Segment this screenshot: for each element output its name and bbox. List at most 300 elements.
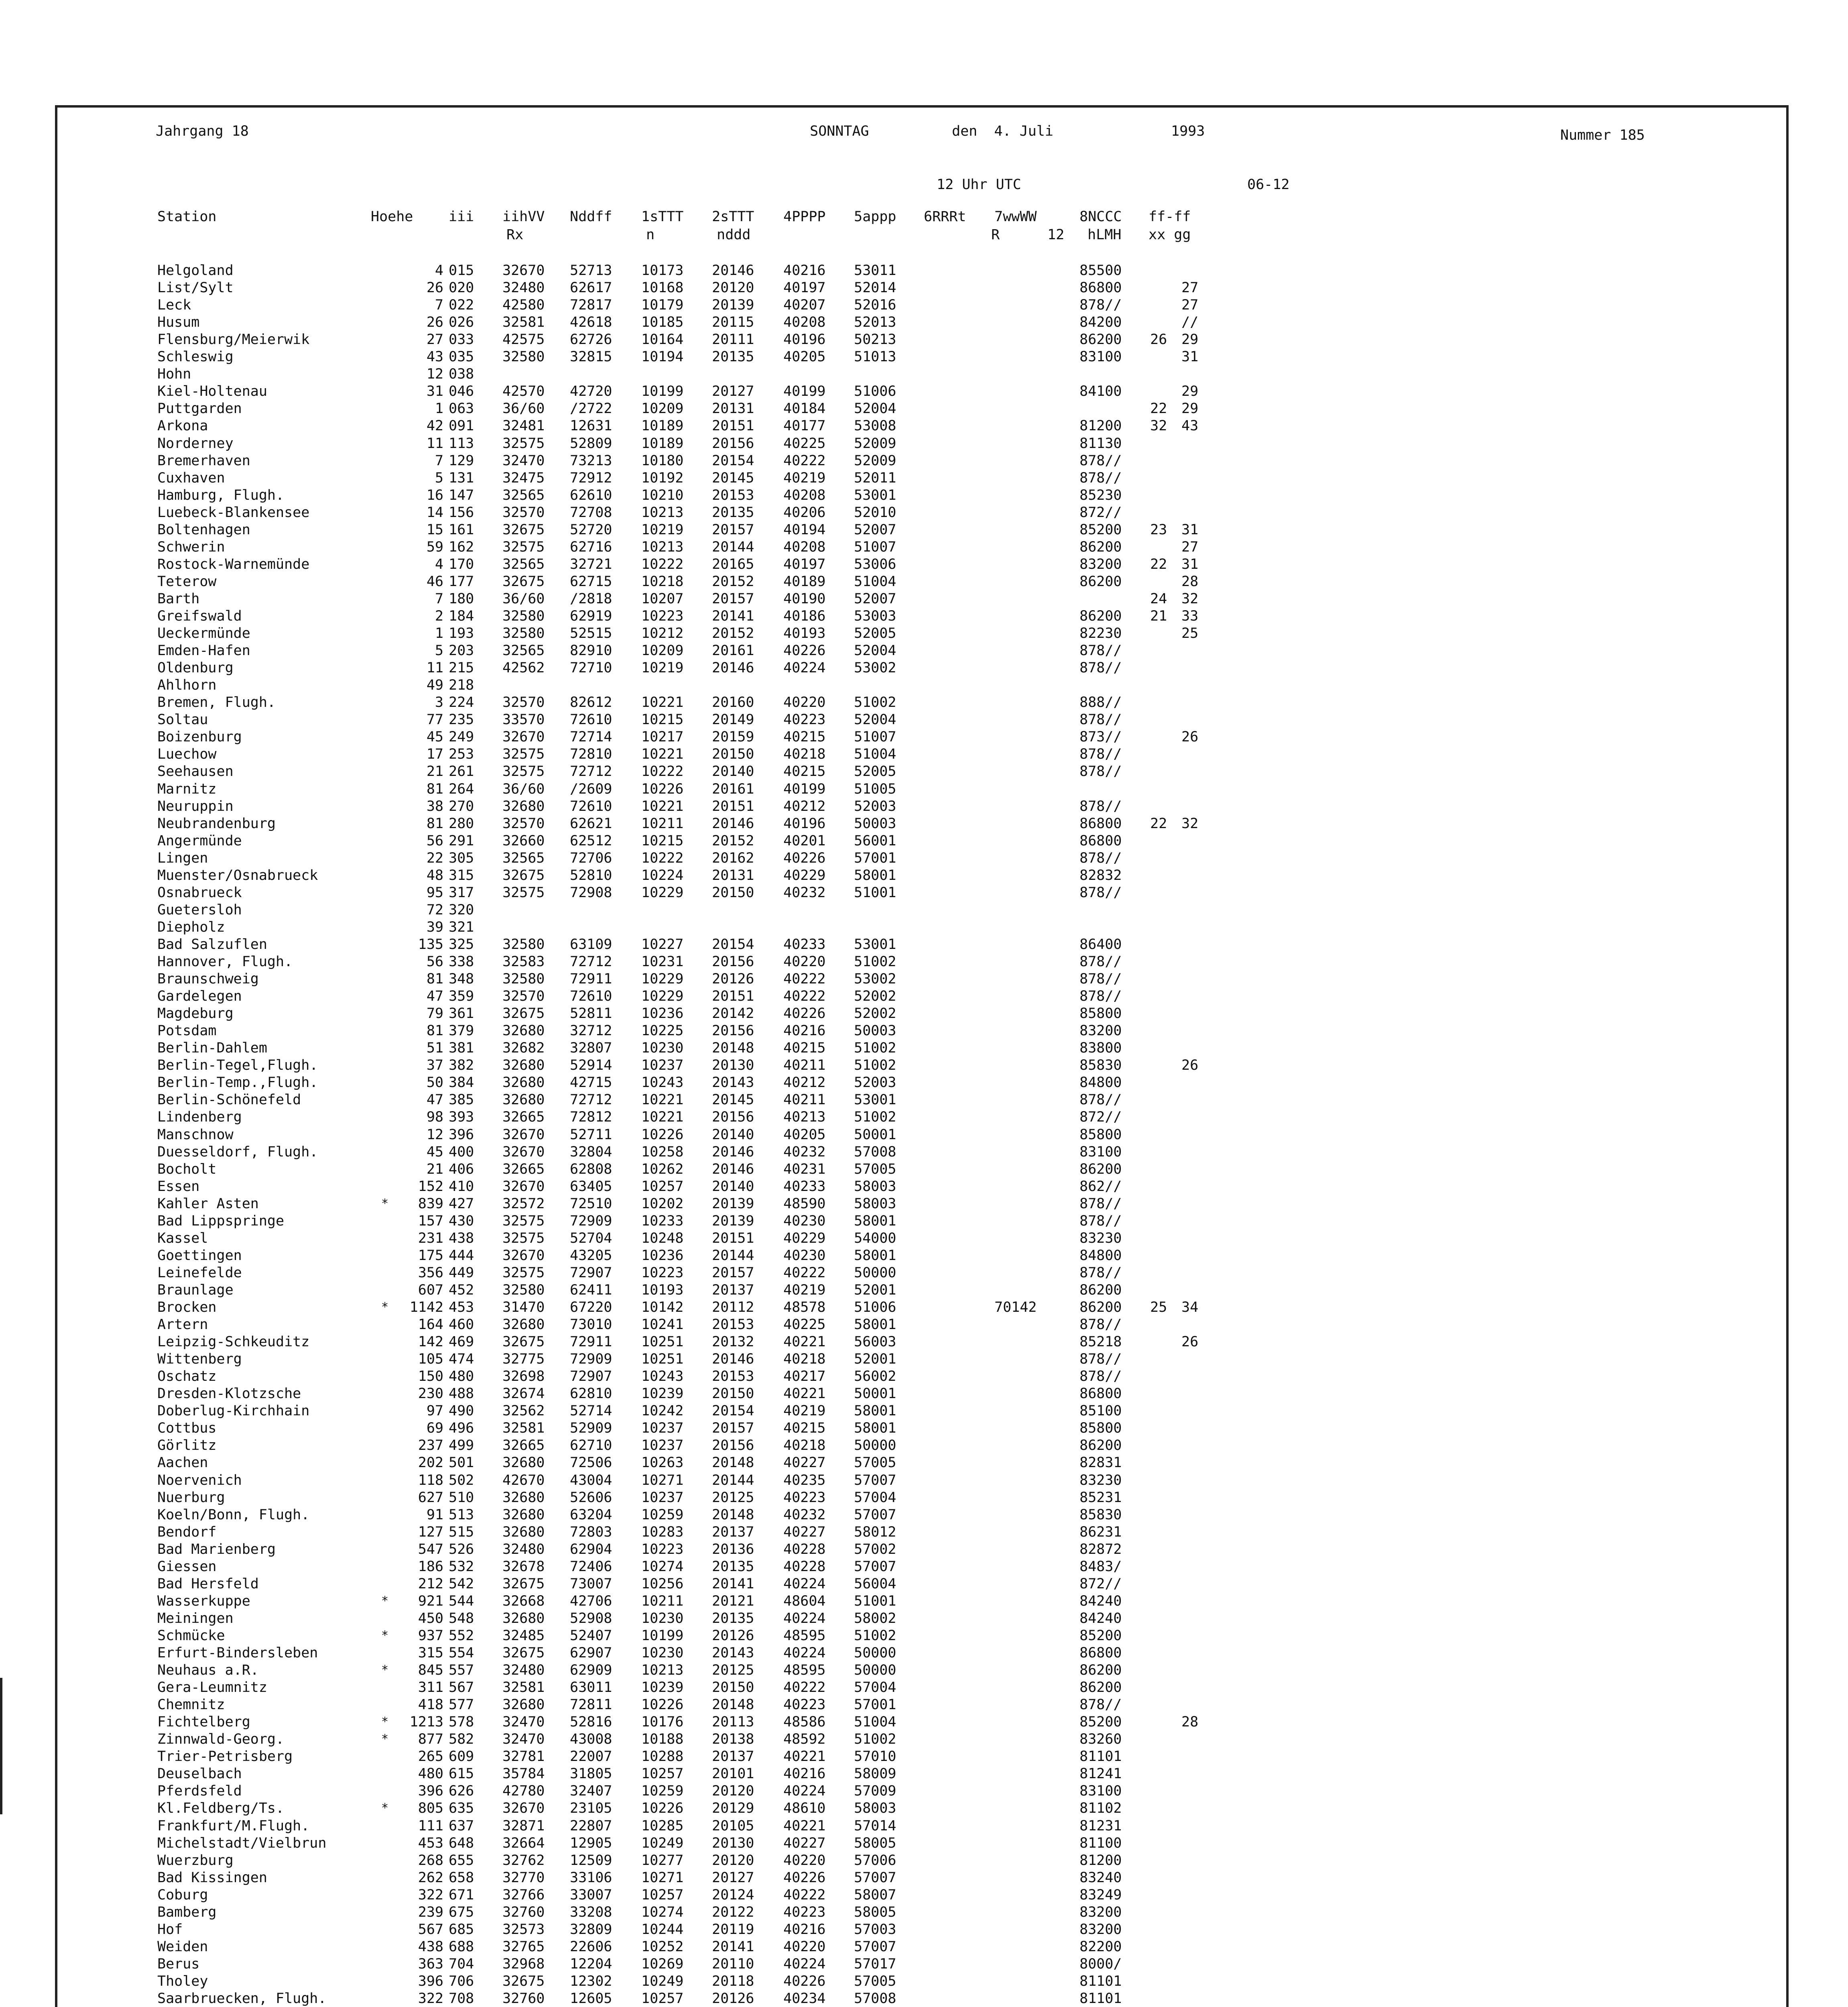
cell-iihvv: 32775 [502, 1351, 545, 1368]
cell-nddff: 52407 [570, 1627, 612, 1644]
cell-iii: 567 [449, 1679, 474, 1696]
cell-5appp: 52014 [854, 280, 897, 296]
cell-station: Bocholt [157, 1161, 217, 1177]
cell-2sttt: 20129 [712, 1800, 754, 1817]
cell-2sttt: 20140 [712, 1126, 754, 1143]
cell-station: Nuerburg [157, 1489, 225, 1506]
cell-4pppp: 40197 [783, 556, 826, 572]
cell-2sttt: 20140 [712, 763, 754, 780]
cell-1sttt: 10248 [641, 1230, 684, 1246]
cell-iii: 548 [449, 1610, 474, 1626]
cell-nddff: 32804 [570, 1144, 612, 1160]
table-row [0, 1179, 1244, 1195]
table-row [0, 1679, 1244, 1696]
cell-5appp: 57002 [854, 1541, 897, 1557]
table-row [0, 971, 1244, 987]
cell-8nccc: 872// [1080, 1109, 1122, 1126]
table-row [0, 1559, 1244, 1575]
cell-5appp: 50001 [854, 1386, 897, 1402]
cell-iii: 635 [449, 1800, 474, 1817]
cell-1sttt: 10188 [641, 1731, 684, 1748]
cell-station: Coburg [157, 1887, 208, 1903]
cell-hoehe: 21 [426, 1161, 443, 1177]
cell-4pppp: 40220 [783, 954, 826, 970]
cell-hoehe: 363 [418, 1956, 443, 1972]
cell-2sttt: 20138 [712, 1731, 754, 1748]
cell-station: Aachen [157, 1455, 208, 1471]
cell-2sttt: 20124 [712, 1887, 754, 1903]
cell-mountain-marker: * [381, 1732, 389, 1746]
cell-1sttt: 10193 [641, 1282, 684, 1298]
cell-nddff: 12204 [570, 1956, 612, 1972]
cell-5appp: 52004 [854, 712, 897, 728]
cell-nddff: 12605 [570, 1991, 612, 2007]
cell-iii: 382 [449, 1057, 474, 1074]
table-row [0, 712, 1244, 728]
cell-hoehe: 56 [426, 954, 443, 970]
cell-1sttt: 10164 [641, 332, 684, 348]
cell-8nccc: 86200 [1080, 1679, 1122, 1696]
cell-iihvv: 32675 [502, 867, 545, 883]
cell-5appp: 56003 [854, 1334, 897, 1350]
cell-iihvv: 32580 [502, 608, 545, 624]
cell-1sttt: 10213 [641, 539, 684, 555]
cell-iihvv: 32675 [502, 521, 545, 538]
cell-1sttt: 10215 [641, 712, 684, 728]
cell-nddff: 32807 [570, 1040, 612, 1056]
cell-1sttt: 10230 [641, 1610, 684, 1626]
table-row [0, 694, 1244, 710]
cell-2sttt: 20126 [712, 971, 754, 987]
cell-hoehe: 3 [435, 694, 443, 711]
table-row [0, 1420, 1244, 1436]
cell-8nccc: 85800 [1080, 1420, 1122, 1437]
cell-nddff: 82612 [570, 694, 612, 711]
cell-station: Cuxhaven [157, 470, 225, 486]
cell-8nccc: 83240 [1080, 1869, 1122, 1886]
cell-nddff: 72708 [570, 504, 612, 521]
cell-station: Leipzig-Schkeuditz [157, 1334, 310, 1350]
cell-8nccc: 83249 [1080, 1887, 1122, 1903]
cell-8nccc: 86800 [1080, 815, 1122, 832]
cell-iii: 305 [449, 850, 474, 866]
cell-5appp: 53003 [854, 608, 897, 624]
cell-2sttt: 20159 [712, 729, 754, 745]
cell-8nccc: 878// [1080, 850, 1122, 866]
cell-iii: 615 [449, 1766, 474, 1782]
cell-2sttt: 20131 [712, 401, 754, 417]
cell-iii: 532 [449, 1558, 474, 1575]
cell-iihvv: 32580 [502, 625, 545, 642]
column-header-iii: iii [449, 209, 474, 225]
cell-nddff: 52811 [570, 1006, 612, 1022]
cell-hoehe: 15 [426, 521, 443, 538]
cell-hoehe: 627 [418, 1489, 443, 1506]
cell-ff-gg: 34 [1181, 1299, 1199, 1315]
cell-4pppp: 40190 [783, 590, 826, 607]
cell-iihvv: 32570 [502, 815, 545, 832]
cell-hoehe: 142 [418, 1334, 443, 1350]
cell-station: Hannover, Flugh. [157, 954, 293, 970]
cell-nddff: 72712 [570, 1092, 612, 1108]
cell-nddff: 42715 [570, 1075, 612, 1091]
cell-5appp: 53008 [854, 418, 897, 434]
cell-nddff: 72706 [570, 850, 612, 866]
cell-8nccc: 83200 [1080, 1023, 1122, 1039]
cell-nddff: /2609 [570, 781, 612, 797]
cell-iihvv: 32871 [502, 1818, 545, 1834]
cell-8nccc: 85500 [1080, 263, 1122, 279]
cell-station: Diepholz [157, 919, 225, 935]
table-row [0, 383, 1244, 399]
table-row [0, 1057, 1244, 1073]
cell-5appp: 51004 [854, 746, 897, 763]
table-row [0, 1368, 1244, 1384]
cell-hoehe: 150 [418, 1368, 443, 1385]
cell-8nccc: 872// [1080, 1575, 1122, 1592]
cell-2sttt: 20135 [712, 1610, 754, 1626]
table-row [0, 1075, 1244, 1091]
cell-station: Bamberg [157, 1904, 217, 1920]
cell-2sttt: 20105 [712, 1818, 754, 1834]
cell-1sttt: 10142 [641, 1299, 684, 1315]
table-row [0, 366, 1244, 382]
cell-hoehe: 77 [426, 712, 443, 728]
cell-2sttt: 20153 [712, 1368, 754, 1385]
cell-iii: 452 [449, 1282, 474, 1298]
cell-4pppp: 40218 [783, 1351, 826, 1368]
cell-1sttt: 10213 [641, 1662, 684, 1679]
column-header-2sttt-sub: nddd [717, 227, 751, 243]
cell-iii: 020 [449, 280, 474, 296]
cell-8nccc: 81101 [1080, 1991, 1122, 2007]
cell-4pppp: 40224 [783, 1575, 826, 1592]
cell-2sttt: 20148 [712, 1455, 754, 1471]
cell-iii: 453 [449, 1299, 474, 1315]
cell-iii: 704 [449, 1956, 474, 1972]
cell-iihvv: 32580 [502, 936, 545, 953]
cell-station: Soltau [157, 712, 208, 728]
cell-1sttt: 10229 [641, 971, 684, 987]
table-row [0, 1887, 1244, 1903]
cell-4pppp: 40193 [783, 625, 826, 642]
cell-1sttt: 10168 [641, 280, 684, 296]
cell-ff-gg: 31 [1181, 349, 1199, 365]
table-row [0, 1386, 1244, 1402]
table-row [0, 1835, 1244, 1851]
cell-hoehe: 322 [418, 1991, 443, 2007]
cell-8nccc: 83100 [1080, 1144, 1122, 1160]
cell-iihvv: 32770 [502, 1869, 545, 1886]
table-row [0, 453, 1244, 469]
column-header-6rrrt: 6RRRt [924, 209, 966, 225]
column-header-2sttt: 2sTTT [712, 209, 754, 225]
cell-station: Hohn [157, 366, 191, 383]
cell-5appp: 58003 [854, 1195, 897, 1212]
cell-nddff: 62715 [570, 573, 612, 590]
cell-8nccc: 878// [1080, 1317, 1122, 1333]
cell-station: Braunschweig [157, 971, 259, 987]
cell-iii: 427 [449, 1195, 474, 1212]
cell-iii: 688 [449, 1938, 474, 1955]
cell-5appp: 57005 [854, 1161, 897, 1177]
cell-iii: 203 [449, 643, 474, 659]
table-row [0, 1991, 1244, 2007]
column-header-7wwww: 7wwWW [994, 209, 1037, 225]
cell-station: Schwerin [157, 539, 225, 555]
cell-station: Greifswald [157, 608, 242, 624]
cell-4pppp: 40205 [783, 1126, 826, 1143]
cell-8nccc: 81200 [1080, 418, 1122, 434]
cell-hoehe: 231 [418, 1230, 443, 1246]
cell-iihvv: 42562 [502, 660, 545, 676]
cell-1sttt: 10263 [641, 1455, 684, 1471]
cell-station: Weiden [157, 1938, 208, 1955]
cell-5appp: 52001 [854, 1351, 897, 1368]
cell-8nccc: 85200 [1080, 1627, 1122, 1644]
cell-nddff: 72909 [570, 1213, 612, 1229]
cell-8nccc: 82832 [1080, 867, 1122, 883]
cell-nddff: 42706 [570, 1593, 612, 1609]
year-label: 1993 [1171, 123, 1205, 139]
cell-2sttt: 20146 [712, 263, 754, 279]
cell-8nccc: 862// [1080, 1178, 1122, 1195]
cell-4pppp: 40205 [783, 349, 826, 365]
cell-5appp: 58001 [854, 1213, 897, 1229]
cell-4pppp: 40226 [783, 1973, 826, 1989]
cell-iii: 317 [449, 884, 474, 901]
table-row [0, 625, 1244, 641]
cell-2sttt: 20154 [712, 452, 754, 469]
cell-2sttt: 20150 [712, 1679, 754, 1696]
cell-iii: 499 [449, 1437, 474, 1454]
cell-5appp: 51002 [854, 1040, 897, 1056]
cell-2sttt: 20151 [712, 798, 754, 814]
cell-5appp: 57007 [854, 1869, 897, 1886]
table-row [0, 1576, 1244, 1592]
cell-4pppp: 40220 [783, 1852, 826, 1869]
cell-station: Neubrandenburg [157, 815, 276, 832]
cell-iii: 063 [449, 401, 474, 417]
cell-iii: 706 [449, 1973, 474, 1989]
cell-2sttt: 20141 [712, 608, 754, 624]
cell-nddff: 32712 [570, 1023, 612, 1039]
cell-iihvv: 32682 [502, 1040, 545, 1056]
cell-iii: 321 [449, 919, 474, 935]
cell-iihvv: 36/60 [502, 781, 545, 797]
cell-2sttt: 20120 [712, 280, 754, 296]
cell-iihvv: 32675 [502, 1334, 545, 1350]
cell-5appp: 52005 [854, 763, 897, 780]
cell-2sttt: 20113 [712, 1714, 754, 1730]
cell-5appp: 57004 [854, 1489, 897, 1506]
cell-ff-xx: 22 [1150, 556, 1167, 572]
weekday-label: SONNTAG [810, 123, 869, 139]
cell-8nccc: 878// [1080, 712, 1122, 728]
cell-5appp: 50213 [854, 332, 897, 348]
cell-station: Meiningen [157, 1610, 234, 1626]
table-row [0, 643, 1244, 659]
cell-iii: 626 [449, 1783, 474, 1799]
cell-hoehe: 202 [418, 1455, 443, 1471]
cell-5appp: 58002 [854, 1610, 897, 1626]
cell-iii: 557 [449, 1662, 474, 1679]
cell-1sttt: 10249 [641, 1973, 684, 1989]
cell-5appp: 57008 [854, 1144, 897, 1160]
table-row [0, 781, 1244, 797]
cell-5appp: 52016 [854, 297, 897, 313]
cell-5appp: 50001 [854, 1126, 897, 1143]
cell-8nccc: 86200 [1080, 1437, 1122, 1454]
cell-iii: 253 [449, 746, 474, 763]
cell-station: Puttgarden [157, 401, 242, 417]
cell-hoehe: 7 [435, 452, 443, 469]
cell-station: Boltenhagen [157, 521, 250, 538]
table-row [0, 401, 1244, 417]
cell-iihvv: 32762 [502, 1852, 545, 1869]
cell-iihvv: 32583 [502, 954, 545, 970]
cell-4pppp: 40228 [783, 1541, 826, 1557]
table-row [0, 505, 1244, 521]
cell-2sttt: 20140 [712, 1178, 754, 1195]
cell-station: Zinnwald-Georg. [157, 1731, 285, 1748]
cell-2sttt: 20130 [712, 1835, 754, 1851]
cell-nddff: 62909 [570, 1662, 612, 1679]
table-row [0, 677, 1244, 693]
table-row [0, 574, 1244, 590]
table-row [0, 1023, 1244, 1039]
column-header-4pppp: 4PPPP [783, 209, 826, 225]
cell-hoehe: 26 [426, 314, 443, 331]
cell-8nccc: 86200 [1080, 1662, 1122, 1679]
cell-hoehe: 175 [418, 1247, 443, 1264]
cell-1sttt: 10226 [641, 1800, 684, 1817]
cell-8nccc: 86200 [1080, 573, 1122, 590]
cell-4pppp: 40221 [783, 1334, 826, 1350]
cell-1sttt: 10222 [641, 763, 684, 780]
cell-5appp: 51002 [854, 1627, 897, 1644]
cell-iii: 384 [449, 1075, 474, 1091]
cell-station: Kahler Asten [157, 1195, 259, 1212]
cell-4pppp: 40233 [783, 1178, 826, 1195]
cell-1sttt: 10221 [641, 798, 684, 814]
cell-2sttt: 20148 [712, 1697, 754, 1713]
cell-1sttt: 10223 [641, 1264, 684, 1281]
cell-iii: 215 [449, 660, 474, 676]
jahrgang-label: Jahrgang 18 [156, 123, 249, 139]
table-row [0, 1818, 1244, 1834]
cell-station: Brocken [157, 1299, 217, 1315]
table-row [0, 1265, 1244, 1281]
cell-8nccc: 85218 [1080, 1334, 1122, 1350]
cell-iihvv: 32680 [502, 1455, 545, 1471]
cell-1sttt: 10244 [641, 1921, 684, 1938]
cell-5appp: 52013 [854, 314, 897, 331]
cell-1sttt: 10271 [641, 1869, 684, 1886]
cell-nddff: 52606 [570, 1489, 612, 1506]
cell-nddff: 52704 [570, 1230, 612, 1246]
cell-station: Flensburg/Meierwik [157, 332, 310, 348]
cell-2sttt: 20161 [712, 781, 754, 797]
cell-4pppp: 40216 [783, 1766, 826, 1782]
cell-iihvv: 42570 [502, 383, 545, 400]
cell-8nccc: 878// [1080, 297, 1122, 313]
cell-8nccc: 86200 [1080, 608, 1122, 624]
cell-hoehe: 42 [426, 418, 443, 434]
cell-iihvv: 32480 [502, 1662, 545, 1679]
cell-hoehe: 56 [426, 833, 443, 849]
cell-5appp: 51002 [854, 1109, 897, 1126]
cell-2sttt: 20101 [712, 1766, 754, 1782]
cell-5appp: 57005 [854, 1973, 897, 1989]
cell-iii: 147 [449, 487, 474, 503]
table-row [0, 1006, 1244, 1022]
cell-5appp: 50003 [854, 1023, 897, 1039]
cell-2sttt: 20120 [712, 1783, 754, 1799]
cell-hoehe: 230 [418, 1386, 443, 1402]
cell-4pppp: 40226 [783, 1869, 826, 1886]
cell-iihvv: 32565 [502, 643, 545, 659]
cell-nddff: 52914 [570, 1057, 612, 1074]
cell-4pppp: 40216 [783, 1023, 826, 1039]
cell-8nccc: 86231 [1080, 1524, 1122, 1540]
cell-iii: 515 [449, 1524, 474, 1540]
cell-iii: 501 [449, 1455, 474, 1471]
cell-iii: 496 [449, 1420, 474, 1437]
cell-2sttt: 20125 [712, 1662, 754, 1679]
cell-station: Ahlhorn [157, 677, 217, 694]
cell-nddff: /2722 [570, 401, 612, 417]
cell-4pppp: 40222 [783, 1887, 826, 1903]
cell-nddff: 62810 [570, 1386, 612, 1402]
cell-4pppp: 40206 [783, 504, 826, 521]
table-row [0, 1748, 1244, 1765]
table-row [0, 349, 1244, 365]
cell-hoehe: 27 [426, 332, 443, 348]
cell-station: Norderney [157, 435, 234, 452]
cell-nddff: 72510 [570, 1195, 612, 1212]
cell-iii: 460 [449, 1317, 474, 1333]
cell-4pppp: 40224 [783, 1783, 826, 1799]
cell-station: Berlin-Dahlem [157, 1040, 267, 1056]
cell-8nccc: 82872 [1080, 1541, 1122, 1557]
cell-4pppp: 40224 [783, 1610, 826, 1626]
cell-nddff: 72811 [570, 1697, 612, 1713]
cell-1sttt: 10210 [641, 487, 684, 503]
cell-5appp: 57001 [854, 1697, 897, 1713]
cell-2sttt: 20156 [712, 435, 754, 452]
cell-station: Wasserkuppe [157, 1593, 250, 1609]
cell-2sttt: 20146 [712, 815, 754, 832]
cell-1sttt: 10288 [641, 1748, 684, 1765]
cell-8nccc: 81101 [1080, 1973, 1122, 1989]
cell-8nccc: 86200 [1080, 332, 1122, 348]
table-row [0, 556, 1244, 572]
cell-station: Duesseldorf, Flugh. [157, 1144, 318, 1160]
cell-5appp: 57014 [854, 1818, 897, 1834]
cell-4pppp: 40218 [783, 746, 826, 763]
cell-iii: 170 [449, 556, 474, 572]
cell-ff-gg: 27 [1181, 539, 1199, 555]
cell-8nccc: 83100 [1080, 349, 1122, 365]
cell-5appp: 56001 [854, 833, 897, 849]
table-row [0, 1351, 1244, 1367]
cell-station: Wuerzburg [157, 1852, 234, 1869]
cell-iihvv: 32581 [502, 1679, 545, 1696]
table-row [0, 470, 1244, 486]
cell-8nccc: 85231 [1080, 1489, 1122, 1506]
cell-hoehe: 51 [426, 1040, 443, 1056]
